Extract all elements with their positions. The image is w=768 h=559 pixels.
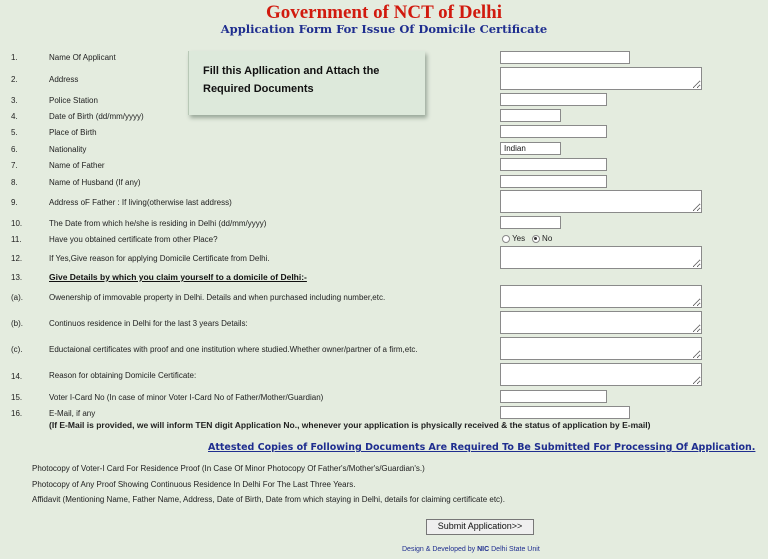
row-number: 12. bbox=[11, 254, 23, 263]
other-certificate-radio-group bbox=[502, 234, 552, 243]
row-number: (c). bbox=[11, 345, 23, 354]
reason-label: Reason for obtaining Domicile Certificate: bbox=[49, 371, 197, 380]
row-number: 14. bbox=[11, 372, 23, 381]
row-number: 4. bbox=[11, 112, 18, 121]
row-number: 16. bbox=[11, 409, 23, 418]
dob-input[interactable] bbox=[500, 109, 561, 122]
row-number: 8. bbox=[11, 178, 18, 187]
row-number: (b). bbox=[11, 319, 23, 328]
row-number: 2. bbox=[11, 75, 18, 84]
footer-prefix: Design & Developed by bbox=[402, 546, 476, 553]
residence-details-label: Continuos residence in Delhi for the last 3 years Details: bbox=[49, 319, 248, 328]
place-of-birth-label: Place of Birth bbox=[49, 128, 97, 137]
row-number: 9. bbox=[11, 198, 18, 207]
document-item: Affidavit (Mentioning Name, Father Name, Address, Date of Birth, Date from which staying in Delhi, details for claiming certificate etc). bbox=[32, 495, 505, 504]
radio-yes-label: Yes bbox=[512, 234, 526, 243]
nationality-label: Nationality bbox=[49, 145, 87, 154]
page-subtitle: Application Form For Issue Of Domicile Certificate bbox=[220, 22, 548, 36]
email-input[interactable] bbox=[500, 406, 630, 419]
nationality-input[interactable] bbox=[500, 142, 561, 155]
voter-card-input[interactable] bbox=[500, 390, 607, 403]
applicant-name-input[interactable] bbox=[500, 51, 630, 64]
row-number: 1. bbox=[11, 53, 18, 62]
place-of-birth-input[interactable] bbox=[500, 125, 607, 138]
voter-card-label: Voter I-Card No (In case of minor Voter I-Card No of Father/Mother/Guardian) bbox=[49, 393, 324, 402]
email-note: (If E-Mail is provided, we will inform TEN digit Application No., whenever your application is physically received & the status of application by E-mail) bbox=[49, 420, 651, 430]
document-item: Photocopy of Voter-I Card For Residence Proof (In Case Of Minor Photocopy Of Father's/Mother's/Guardian's.) bbox=[32, 464, 425, 473]
education-label: Eductaional certificates with proof and one institution where studied.Whether owner/partner of a firm,etc. bbox=[49, 345, 418, 354]
father-name-input[interactable] bbox=[500, 158, 607, 171]
reason-other-place-textarea[interactable] bbox=[500, 246, 702, 269]
other-certificate-label: Have you obtained certificate from other Place? bbox=[49, 235, 218, 244]
reason-textarea[interactable] bbox=[500, 363, 702, 386]
education-textarea[interactable] bbox=[500, 337, 702, 360]
father-address-textarea[interactable] bbox=[500, 190, 702, 213]
domicile-details-heading: Give Details by which you claim yourself to a domicile of Delhi:- bbox=[49, 272, 307, 282]
documents-heading: Attested Copies of Following Documents Are Required To Be Submitted For Processing Of Application. bbox=[208, 442, 756, 453]
row-number: 11. bbox=[11, 235, 22, 244]
row-number: 15. bbox=[11, 393, 23, 402]
police-station-label: Police Station bbox=[49, 96, 98, 105]
police-station-input[interactable] bbox=[500, 93, 607, 106]
residing-date-input[interactable] bbox=[500, 216, 561, 229]
property-label: Owenership of immovable property in Delhi. Details and when purchased including number,etc. bbox=[49, 293, 386, 302]
radio-yes[interactable] bbox=[502, 235, 510, 243]
footer-org: NIC bbox=[477, 546, 490, 553]
husband-name-label: Name of Husband (If any) bbox=[49, 178, 141, 187]
property-textarea[interactable] bbox=[500, 285, 702, 308]
radio-no[interactable] bbox=[532, 235, 540, 243]
footer-credit bbox=[402, 546, 540, 553]
father-name-label: Name of Father bbox=[49, 161, 105, 170]
instruction-callout bbox=[188, 51, 425, 115]
email-label: E-Mail, if any bbox=[49, 409, 96, 418]
row-number: (a). bbox=[11, 293, 23, 302]
husband-name-input[interactable] bbox=[500, 175, 607, 188]
row-number: 10. bbox=[11, 219, 23, 228]
page-title: Government of NCT of Delhi bbox=[265, 2, 503, 23]
dob-label: Date of Birth (dd/mm/yyyy) bbox=[49, 112, 144, 121]
row-number: 3. bbox=[11, 96, 18, 105]
residing-date-label: The Date from which he/she is residing in Delhi (dd/mm/yyyy) bbox=[49, 219, 267, 228]
row-number: 6. bbox=[11, 145, 18, 154]
callout-text: Fill this Apllication and Attach the Required Documents bbox=[203, 65, 380, 95]
applicant-name-label: Name Of Applicant bbox=[49, 53, 116, 62]
reason-other-place-label: If Yes,Give reason for applying Domicile Certificate from Delhi. bbox=[49, 254, 270, 263]
row-number: 13. bbox=[11, 273, 23, 282]
radio-no-label: No bbox=[542, 234, 553, 243]
submit-button[interactable]: Submit Application>> bbox=[426, 519, 534, 535]
father-address-label: Address oF Father : If living(otherwise last address) bbox=[49, 198, 232, 207]
document-item: Photocopy of Any Proof Showing Continuous Residence In Delhi For The Last Three Years. bbox=[32, 480, 356, 489]
address-label: Address bbox=[49, 75, 79, 84]
row-number: 5. bbox=[11, 128, 18, 137]
address-textarea[interactable] bbox=[500, 67, 702, 90]
footer-suffix: Delhi State Unit bbox=[491, 546, 540, 553]
row-number: 7. bbox=[11, 161, 18, 170]
residence-details-textarea[interactable] bbox=[500, 311, 702, 334]
